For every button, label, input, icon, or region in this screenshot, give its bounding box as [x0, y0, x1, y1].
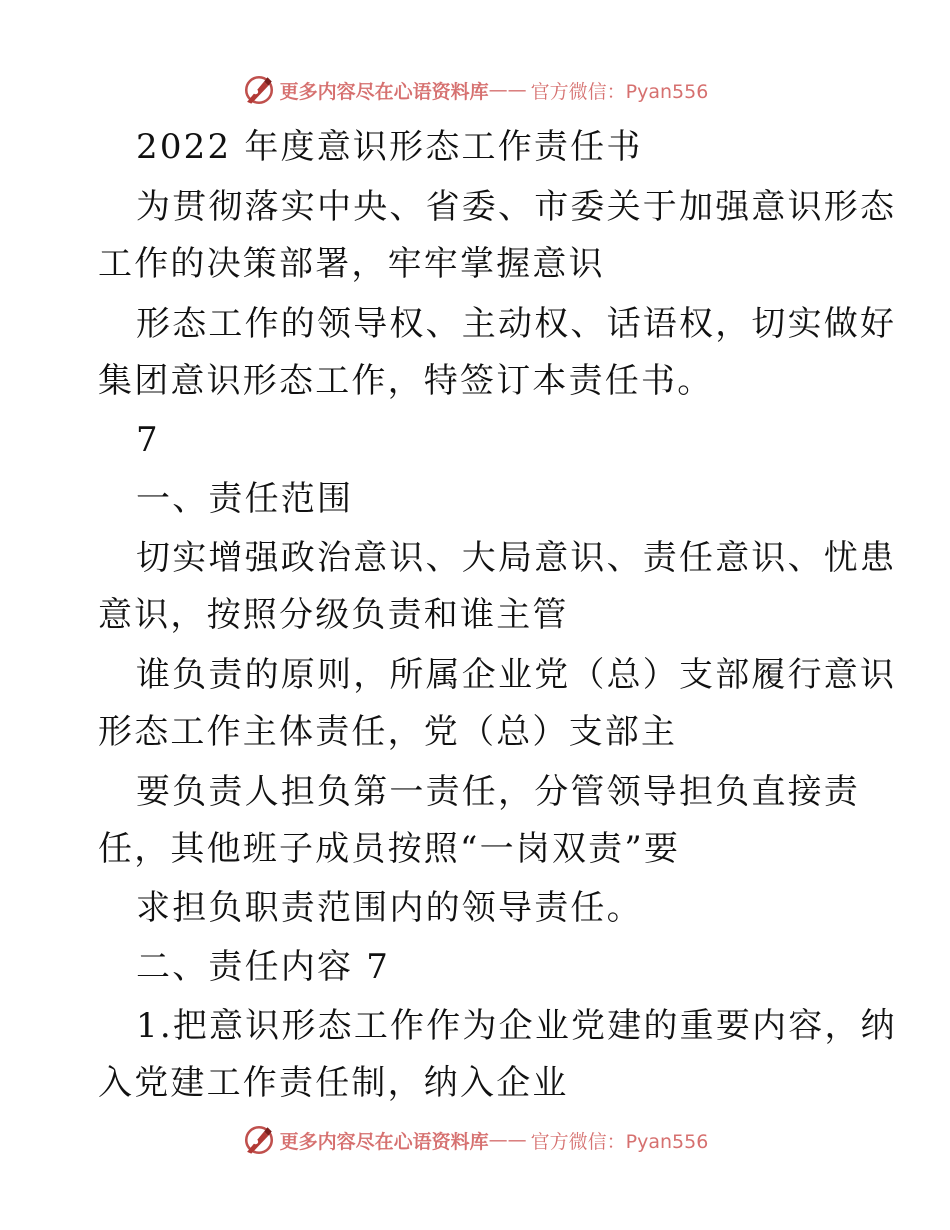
- paragraph-line: 形态工作主体责任，党（总）支部主: [98, 712, 678, 752]
- banner-contact-text: 官方微信：Pyan556: [530, 1130, 709, 1153]
- page-number-text: 7: [136, 420, 160, 460]
- paragraph-line: 谁负责的原则，所属企业党（总）支部履行意识: [136, 655, 897, 695]
- banner-separator: ——: [488, 79, 527, 101]
- banner-main-text: 更多内容尽在心语资料库: [279, 80, 489, 103]
- banner-contact-text: 官方微信：Pyan556: [530, 80, 709, 103]
- pen-seal-logo-icon: [242, 73, 276, 107]
- banner-separator: ——: [488, 1129, 527, 1151]
- paragraph-line: 求担负职责范围内的领导责任。: [136, 888, 643, 928]
- banner-main-text: 更多内容尽在心语资料库: [279, 1130, 489, 1153]
- document-title: 2022 年度意识形态工作责任书: [136, 127, 643, 167]
- paragraph-line: 切实增强政治意识、大局意识、责任意识、忧患: [136, 538, 897, 578]
- footer-banner: [0, 1120, 950, 1160]
- paragraph-line: 1.把意识形态工作作为企业党建的重要内容，纳: [136, 1006, 897, 1046]
- paragraph-line: 任，其他班子成员按照“一岗双责”要: [98, 829, 681, 869]
- paragraph-line: 集团意识形态工作，特签订本责任书。: [98, 361, 714, 401]
- paragraph-line: 入党建工作责任制，纳入企业: [98, 1063, 569, 1103]
- pen-seal-logo-icon: [242, 1123, 276, 1157]
- section-heading: 二、责任内容 7: [136, 947, 391, 987]
- paragraph-line: 工作的决策部署，牢牢掌握意识: [98, 244, 605, 284]
- paragraph-line: 形态工作的领导权、主动权、话语权，切实做好: [136, 304, 897, 344]
- header-banner: [0, 70, 950, 110]
- section-heading: 一、责任范围: [136, 479, 354, 519]
- paragraph-line: 意识，按照分级负责和谁主管: [98, 595, 569, 635]
- paragraph-line: 为贯彻落实中央、省委、市委关于加强意识形态: [136, 187, 897, 227]
- paragraph-line: 要负责人担负第一责任，分管领导担负直接责: [136, 772, 860, 812]
